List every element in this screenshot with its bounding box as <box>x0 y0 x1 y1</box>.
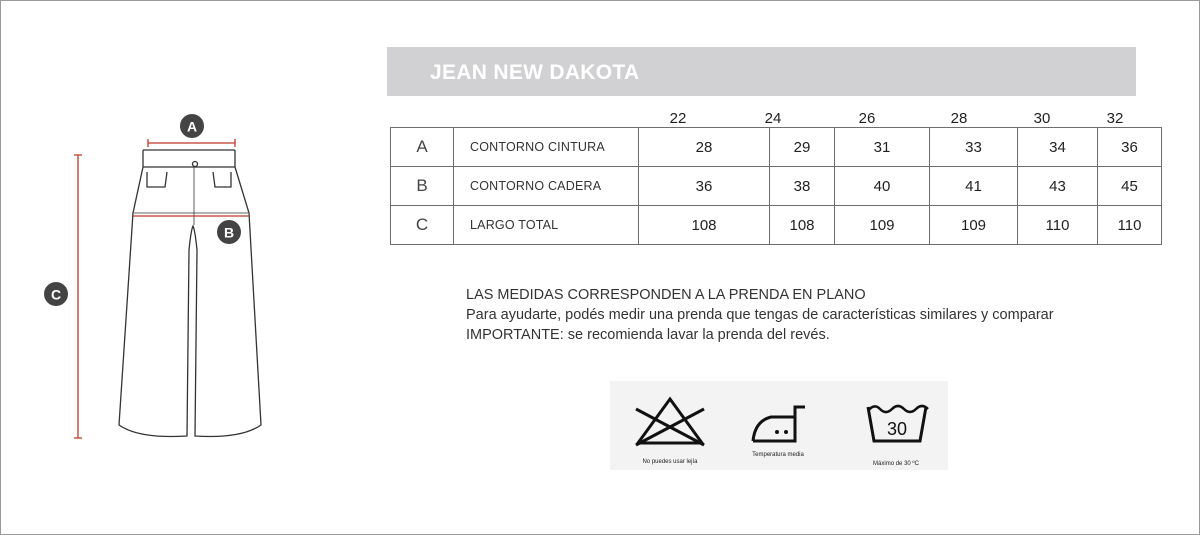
size-value: 109 <box>835 206 930 245</box>
size-value: 31 <box>835 128 930 167</box>
row-key: A <box>391 128 454 167</box>
size-header: 28 <box>950 110 968 127</box>
size-value: 29 <box>770 128 835 167</box>
size-value: 109 <box>930 206 1018 245</box>
note-line: LAS MEDIDAS CORRESPONDEN A LA PRENDA EN PLANO <box>466 287 866 303</box>
row-key: B <box>391 167 454 206</box>
table-row <box>391 206 1162 245</box>
wash-30-icon <box>866 399 930 445</box>
size-header: 26 <box>858 110 876 127</box>
table-row <box>391 167 1162 206</box>
size-value: 45 <box>1098 167 1162 206</box>
size-value: 108 <box>770 206 835 245</box>
wash-temp-label: 30 <box>886 419 908 439</box>
badge-a-label: A <box>186 118 198 135</box>
size-header: 24 <box>764 110 782 127</box>
no-bleach-icon <box>632 395 708 447</box>
size-value: 40 <box>835 167 930 206</box>
badge-b <box>217 220 241 244</box>
care-caption: Temperatura media <box>752 452 804 458</box>
care-caption: Máximo de 30 ºC <box>873 461 919 467</box>
measurement-notes <box>466 285 1054 345</box>
iron-medium-icon <box>749 399 809 447</box>
note-line: IMPORTANTE: se recomienda lavar la prenda del revés. <box>466 327 830 343</box>
measure-label: CONTORNO CADERA <box>454 167 639 206</box>
size-value: 33 <box>930 128 1018 167</box>
size-table <box>390 127 1162 245</box>
size-value: 43 <box>1018 167 1098 206</box>
badge-c <box>44 282 68 306</box>
measure-label: CONTORNO CINTURA <box>454 128 639 167</box>
size-value: 38 <box>770 167 835 206</box>
size-value: 110 <box>1098 206 1162 245</box>
measure-lines <box>74 139 249 438</box>
size-header: 22 <box>669 110 687 127</box>
size-value: 108 <box>639 206 770 245</box>
size-value: 41 <box>930 167 1018 206</box>
badge-c-label: C <box>50 286 62 303</box>
size-value: 34 <box>1018 128 1098 167</box>
note-line: Para ayudarte, podés medir una prenda que tengas de características similares y comparar <box>466 307 1054 323</box>
size-header: 30 <box>1033 110 1051 127</box>
measure-label: LARGO TOTAL <box>454 206 639 245</box>
product-title: JEAN NEW DAKOTA <box>430 61 640 84</box>
pants-outline-icon <box>119 150 261 437</box>
row-key: C <box>391 206 454 245</box>
badge-a <box>180 114 204 138</box>
product-title-bar <box>387 47 1136 96</box>
table-row <box>391 128 1162 167</box>
pants-diagram <box>30 105 290 455</box>
size-value: 28 <box>639 128 770 167</box>
care-caption: No puedes usar lejía <box>642 459 698 465</box>
size-header: 32 <box>1106 110 1124 127</box>
size-value: 36 <box>639 167 770 206</box>
badge-b-label: B <box>223 224 235 241</box>
size-value: 36 <box>1098 128 1162 167</box>
care-instructions <box>610 381 948 470</box>
size-value: 110 <box>1018 206 1098 245</box>
